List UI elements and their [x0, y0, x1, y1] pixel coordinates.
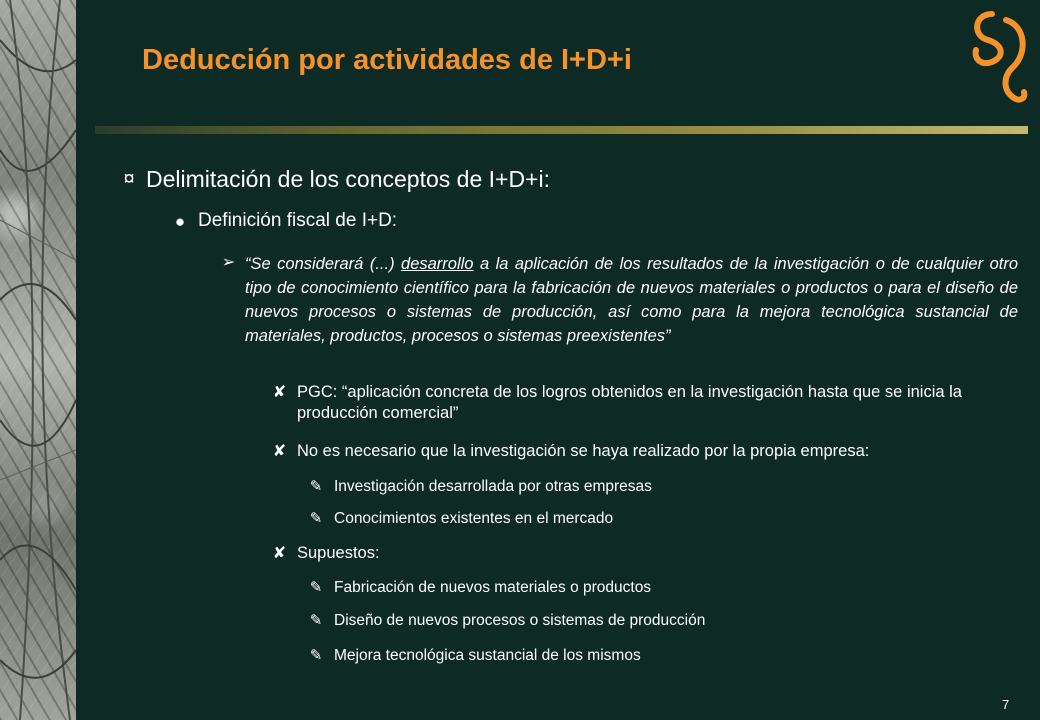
- quote-part-1: “Se considerará (...): [245, 255, 402, 273]
- sub-point-text: Fabricación de nuevos materiales o productos: [334, 579, 652, 596]
- pencil-bullet-icon: ✎: [309, 647, 323, 664]
- sub-point: [298, 578, 651, 598]
- heading-text: Delimitación de los conceptos de I+D+i:: [146, 166, 550, 192]
- point-pgc: [262, 382, 1018, 424]
- cross-bullet-icon: ✘: [272, 384, 287, 401]
- pencil-bullet-icon: ✎: [309, 612, 323, 629]
- point-empresa: [262, 441, 1018, 462]
- subheading-text: Definición fiscal de I+D:: [198, 210, 398, 231]
- decorative-texture-strip: [0, 0, 76, 720]
- sub-point-text: Investigación desarrollada por otras empresas: [334, 478, 652, 495]
- circle-bullet-icon: ●: [174, 212, 186, 231]
- square-bullet-icon: ¤: [123, 168, 135, 190]
- quote-part-2: a la aplicación de los resultados de la investigación o de cualquier otro tipo de conocimiento científico para la fabricación de nuevos materiales o productos o para el diseño de nuevos procesos o sistemas de producción, así como para la mejora tecnológica sustancial de materiales, productos, procesos o sistemas preexistentes”: [245, 255, 1018, 345]
- point-text: Supuestos:: [297, 544, 380, 562]
- cross-bullet-icon: ✘: [272, 443, 287, 460]
- arrow-bullet-icon: ➢: [221, 254, 236, 271]
- pencil-bullet-icon: ✎: [309, 510, 323, 527]
- sub-point: [298, 477, 652, 497]
- quote-item: [212, 252, 1018, 348]
- point-supuestos: [262, 543, 1018, 564]
- subheading-item: [162, 210, 397, 234]
- point-text: No es necesario que la investigación se haya realizado por la propia empresa:: [297, 442, 870, 460]
- pencil-bullet-icon: ✎: [309, 478, 323, 495]
- point-text: PGC: “aplicación concreta de los logros obtenidos en la investigación hasta que se inicia la producción comercial”: [297, 383, 962, 422]
- sub-point: [298, 611, 705, 631]
- pencil-bullet-icon: ✎: [309, 579, 323, 596]
- page-number: 7: [1002, 697, 1010, 712]
- sub-point: [298, 646, 641, 666]
- title-divider: [95, 126, 1028, 134]
- heading-item: [112, 166, 550, 193]
- texture-lines: [0, 0, 76, 720]
- sub-point-text: Diseño de nuevos procesos o sistemas de producción: [334, 612, 706, 629]
- logo-icon: [962, 6, 1032, 106]
- quote-underlined-word: desarrollo: [401, 255, 474, 273]
- sub-point-text: Mejora tecnológica sustancial de los mismos: [334, 647, 641, 664]
- cross-bullet-icon: ✘: [272, 545, 287, 562]
- definition-quote: [245, 252, 1018, 348]
- sub-point: [298, 509, 613, 529]
- sub-point-text: Conocimientos existentes en el mercado: [334, 510, 614, 527]
- slide-title: Deducción por actividades de I+D+i: [142, 44, 632, 76]
